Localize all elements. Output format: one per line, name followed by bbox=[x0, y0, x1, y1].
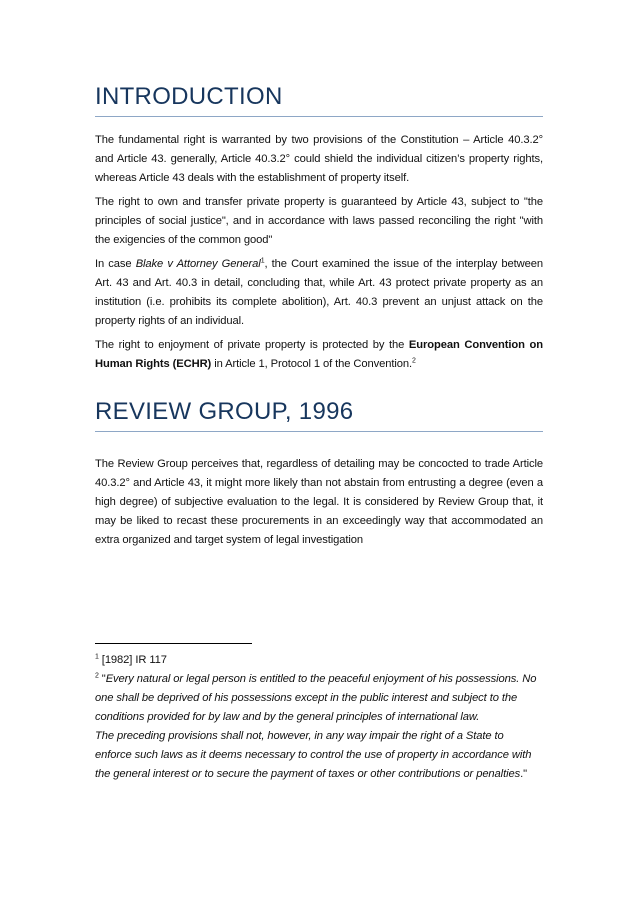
intro-paragraph-3 bbox=[95, 255, 543, 331]
intro-paragraph-1: The fundamental right is warranted by two provisions of the Constitution – Article 40.3.2° and Article 43. generally, Article 40.3.2° could shield the individual citizen’s property rights, whereas Article 43 deals with the establishment of property itself. bbox=[95, 134, 543, 184]
review-group-heading-rule bbox=[95, 431, 543, 432]
intro-p3-lead: In case bbox=[95, 258, 136, 270]
footnote-1-number: 1 bbox=[95, 653, 99, 661]
intro-p4-lead: The right to enjoyment of private property is protected by the bbox=[95, 339, 409, 351]
footnote-2 bbox=[95, 670, 543, 727]
introduction-heading-rule bbox=[95, 116, 543, 117]
footnote-1 bbox=[95, 651, 543, 670]
footnote-2-continued bbox=[95, 727, 543, 784]
intro-paragraph-2: The right to own and transfer private property is guaranteed by Article 43, subject to "the principles of social justice", and in accordance with laws passed reconciling the right "with the exigencies of the common good" bbox=[95, 196, 543, 246]
review-group-paragraph: The Review Group perceives that, regardless of detailing may be concocted to trade Article 40.3.2° and Article 43, it might more likely than not abstain from entrusting a degree (even a high degree) of subjective evaluation to the legal. It is considered by Review Group that, it may be liked to recast these procurements in an exceedingly way that accommodated an extra organized and target system of legal investigation bbox=[95, 458, 543, 546]
footnote-1-text: [1982] IR 117 bbox=[98, 654, 167, 666]
intro-p3-body: , the Court examined the issue of the interplay between Art. 43 and Art. 40.3 in detail, concluding that, while Art. 43 protect private property as an institution (i.e. prohibits its complete abolition), Art. 40.3 prevent an unjust attack on the property rights of an individual. bbox=[95, 258, 543, 327]
footnote-2-close-quote: ." bbox=[520, 768, 527, 780]
intro-p4-tail: in Article 1, Protocol 1 of the Convention. bbox=[211, 358, 413, 370]
introduction-heading: INTRODUCTION bbox=[95, 83, 283, 110]
footnotes bbox=[95, 651, 543, 784]
footnote-ref-1[interactable]: 1 bbox=[260, 257, 265, 265]
review-group-heading: REVIEW GROUP, 1996 bbox=[95, 398, 354, 425]
intro-paragraph-4 bbox=[95, 336, 543, 374]
footnote-2-quote-part-2: The preceding provisions shall not, however, in any way impair the right of a State to enforce such laws as it deems necessary to control the use of property in accordance with the general interest or to secure the payment of taxes or other contributions or penalties bbox=[95, 730, 532, 780]
case-name: Blake v Attorney General bbox=[135, 258, 261, 270]
footnote-ref-2[interactable]: 2 bbox=[412, 357, 416, 365]
footnote-2-number: 2 bbox=[95, 672, 99, 680]
footnote-2-quote-part-1: Every natural or legal person is entitled to the peaceful enjoyment of his possessions. No one shall be deprived of his possessions except in the public interest and subject to the conditions provided for by law and by the general principles of international law. bbox=[95, 673, 537, 723]
footnote-2-open-quote: " bbox=[98, 673, 106, 685]
footnote-separator bbox=[95, 643, 252, 644]
echr-term: European Convention on Human Rights (ECHR) bbox=[95, 339, 543, 370]
introduction-section-header bbox=[95, 82, 543, 117]
review-group-section-header bbox=[95, 397, 543, 432]
